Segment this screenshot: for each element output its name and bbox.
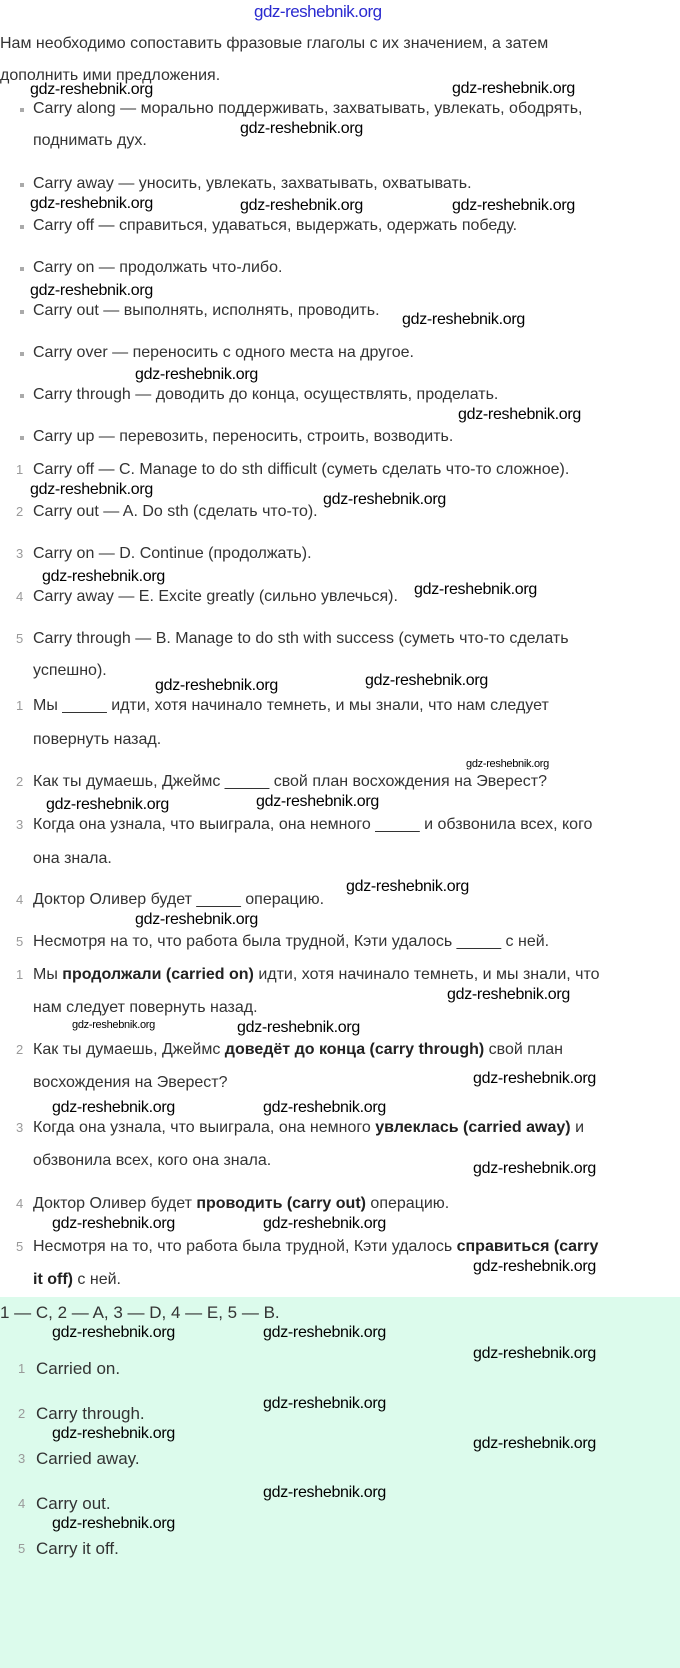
watermark-text: gdz-reshebnik.org xyxy=(402,311,525,328)
bullet-icon xyxy=(20,436,24,440)
watermark-text: gdz-reshebnik.org xyxy=(263,1484,386,1501)
watermark-text: gdz-reshebnik.org xyxy=(52,1099,175,1116)
answer-highlight: справиться (carry xyxy=(456,1238,599,1255)
list-number: 1 xyxy=(18,1361,26,1376)
answer-line xyxy=(33,1040,563,1060)
match-line: Carry out — A. Do sth (сделать что-то). xyxy=(33,503,318,520)
watermark-text: gdz-reshebnik.org xyxy=(30,195,153,212)
meaning-line: Carry away — уносить, увлекать, захватывать, охватывать. xyxy=(33,175,472,192)
watermark-text: gdz-reshebnik.org xyxy=(473,1435,596,1452)
list-number: 5 xyxy=(16,1239,24,1254)
watermark-text: gdz-reshebnik.org xyxy=(52,1215,175,1232)
meaning-line: поднимать дух. xyxy=(33,132,147,149)
watermark-text: gdz-reshebnik.org xyxy=(473,1070,596,1087)
intro-line: дополнить ими предложения. xyxy=(0,67,221,84)
answer-text: восхождения на Эверест? xyxy=(33,1074,228,1091)
match-line: Carry through — B. Manage to do sth with success (суметь что-то сделать xyxy=(33,630,569,647)
watermark-text: gdz-reshebnik.org xyxy=(365,672,488,689)
meaning-line: Carry along — морально поддерживать, захватывать, увлекать, ободрять, xyxy=(33,100,583,117)
sentence-line: она знала. xyxy=(33,850,112,867)
match-line: Carry off — C. Manage to do sth difficult (суметь сделать что-то сложное). xyxy=(33,461,570,478)
answer-text: идти, хотя начинало темнеть, и мы знали, что xyxy=(253,966,600,983)
watermark-text: gdz-reshebnik.org xyxy=(52,1425,175,1442)
meaning-line: Carry over — переносить с одного места на другое. xyxy=(33,344,414,361)
list-number: 1 xyxy=(16,967,24,982)
watermark-text: gdz-reshebnik.org xyxy=(237,1019,360,1036)
list-number: 4 xyxy=(16,589,24,604)
watermark-text: gdz-reshebnik.org xyxy=(452,80,575,97)
watermark-text: gdz-reshebnik.org xyxy=(263,1215,386,1232)
watermark-text: gdz-reshebnik.org xyxy=(447,986,570,1003)
list-number: 5 xyxy=(16,934,24,949)
answer-highlight: увлеклась (carried away) xyxy=(375,1119,571,1136)
short-answer: Carry it off. xyxy=(36,1539,119,1558)
intro-line: Нам необходимо сопоставить фразовые глаголы с их значением, а затем xyxy=(0,35,549,52)
watermark-text: gdz-reshebnik.org xyxy=(240,197,363,214)
watermark-text: gdz-reshebnik.org xyxy=(240,120,363,137)
answer-text: обзвонила всех, кого она знала. xyxy=(33,1152,272,1169)
watermark-text: gdz-reshebnik.org xyxy=(30,81,153,98)
watermark-text: gdz-reshebnik.org xyxy=(263,1099,386,1116)
meaning-line: Carry through — доводить до конца, осуществлять, проделать. xyxy=(33,386,499,403)
sentence-line: Доктор Оливер будет _____ операцию. xyxy=(33,891,325,908)
watermark-text: gdz-reshebnik.org xyxy=(346,878,469,895)
sentence-line: Мы _____ идти, хотя начинало темнеть, и мы знали, что нам следует xyxy=(33,697,549,714)
list-number: 4 xyxy=(16,1196,24,1211)
answer-line xyxy=(33,1194,449,1214)
answer-text: Доктор Оливер будет xyxy=(33,1195,197,1212)
list-number: 2 xyxy=(16,774,24,789)
watermark-text: gdz-reshebnik.org xyxy=(135,366,258,383)
bullet-icon xyxy=(20,394,24,398)
answer-text: с ней. xyxy=(72,1271,121,1288)
watermark-text: gdz-reshebnik.org xyxy=(42,568,165,585)
match-line: Carry on — D. Continue (продолжать). xyxy=(33,545,312,562)
list-number: 2 xyxy=(18,1406,26,1421)
watermark-text: gdz-reshebnik.org xyxy=(466,758,549,770)
answer-text: Мы xyxy=(33,966,63,983)
bullet-icon xyxy=(20,267,24,271)
answer-text: Несмотря на то, что работа была трудной, Кэти удалось xyxy=(33,1238,457,1255)
bullet-icon xyxy=(20,352,24,356)
answer-text: операцию. xyxy=(365,1195,450,1212)
watermark-text: gdz-reshebnik.org xyxy=(52,1324,175,1341)
answer-text: нам следует повернуть назад. xyxy=(33,999,258,1016)
answer-highlight: it off) xyxy=(33,1271,73,1288)
match-line: успешно). xyxy=(33,662,107,679)
answer-line xyxy=(33,1151,271,1171)
bullet-icon xyxy=(20,310,24,314)
watermark-text: gdz-reshebnik.org xyxy=(52,1515,175,1532)
watermark-text: gdz-reshebnik.org xyxy=(256,793,379,810)
match-line: Carry away — E. Excite greatly (сильно увлечься). xyxy=(33,588,398,605)
list-number: 3 xyxy=(18,1451,26,1466)
bullet-icon xyxy=(20,225,24,229)
list-number: 1 xyxy=(16,698,24,713)
watermark-text: gdz-reshebnik.org xyxy=(452,197,575,214)
list-number: 5 xyxy=(16,631,24,646)
watermark-text: gdz-reshebnik.org xyxy=(46,796,169,813)
match-key: 1 — C, 2 — A, 3 — D, 4 — E, 5 — B. xyxy=(0,1303,280,1322)
sentence-line: повернуть назад. xyxy=(33,731,162,748)
watermark-text: gdz-reshebnik.org xyxy=(135,911,258,928)
watermark-text: gdz-reshebnik.org xyxy=(30,481,153,498)
answer-line xyxy=(33,1270,121,1290)
meaning-line: Carry out — выполнять, исполнять, проводить. xyxy=(33,302,380,319)
answer-text: Когда она узнала, что выиграла, она немного xyxy=(33,1119,376,1136)
list-number: 3 xyxy=(16,1120,24,1135)
meaning-line: Carry on — продолжать что-либо. xyxy=(33,259,283,276)
watermark-text: gdz-reshebnik.org xyxy=(473,1345,596,1362)
watermark-text: gdz-reshebnik.org xyxy=(323,491,446,508)
list-number: 5 xyxy=(18,1541,26,1556)
answer-line xyxy=(33,965,600,985)
watermark-text: gdz-reshebnik.org xyxy=(473,1258,596,1275)
bullet-icon xyxy=(20,183,24,187)
answer-text: и xyxy=(570,1119,585,1136)
answer-line xyxy=(33,1073,228,1093)
short-answer: Carried on. xyxy=(36,1359,121,1378)
site-watermark-header[interactable]: gdz-reshebnik.org xyxy=(254,2,382,21)
bullet-icon xyxy=(20,108,24,112)
watermark-text: gdz-reshebnik.org xyxy=(263,1395,386,1412)
answer-line xyxy=(33,1237,598,1257)
sentence-line: Когда она узнала, что выиграла, она немного _____ и обзвонила всех, кого xyxy=(33,816,593,833)
short-answer: Carry out. xyxy=(36,1494,111,1513)
answer-highlight: продолжали (carried on) xyxy=(62,966,254,983)
watermark-text: gdz-reshebnik.org xyxy=(155,677,278,694)
answer-highlight: проводить (carry out) xyxy=(196,1195,366,1212)
watermark-text: gdz-reshebnik.org xyxy=(414,581,537,598)
sentence-line: Как ты думаешь, Джеймс _____ свой план восхождения на Эверест? xyxy=(33,773,547,790)
answer-line xyxy=(33,1118,584,1138)
list-number: 4 xyxy=(16,892,24,907)
meaning-line: Carry off — справиться, удаваться, выдержать, одержать победу. xyxy=(33,217,518,234)
meaning-line: Carry up — перевозить, переносить, строить, возводить. xyxy=(33,428,454,445)
list-number: 4 xyxy=(18,1496,26,1511)
list-number: 2 xyxy=(16,504,24,519)
watermark-text: gdz-reshebnik.org xyxy=(458,406,581,423)
answer-line xyxy=(33,998,258,1018)
answer-text: свой план xyxy=(484,1041,564,1058)
short-answer: Carry through. xyxy=(36,1404,145,1423)
sentence-line: Несмотря на то, что работа была трудной, Кэти удалось _____ с ней. xyxy=(33,933,550,950)
list-number: 3 xyxy=(16,546,24,561)
short-answer: Carried away. xyxy=(36,1449,140,1468)
watermark-text: gdz-reshebnik.org xyxy=(473,1160,596,1177)
watermark-text: gdz-reshebnik.org xyxy=(263,1324,386,1341)
list-number: 3 xyxy=(16,817,24,832)
answer-highlight: доведёт до конца (carry through) xyxy=(224,1041,485,1058)
watermark-text: gdz-reshebnik.org xyxy=(30,282,153,299)
list-number: 2 xyxy=(16,1042,24,1057)
watermark-text: gdz-reshebnik.org xyxy=(72,1019,155,1031)
list-number: 1 xyxy=(16,462,24,477)
answer-text: Как ты думаешь, Джеймс xyxy=(33,1041,225,1058)
